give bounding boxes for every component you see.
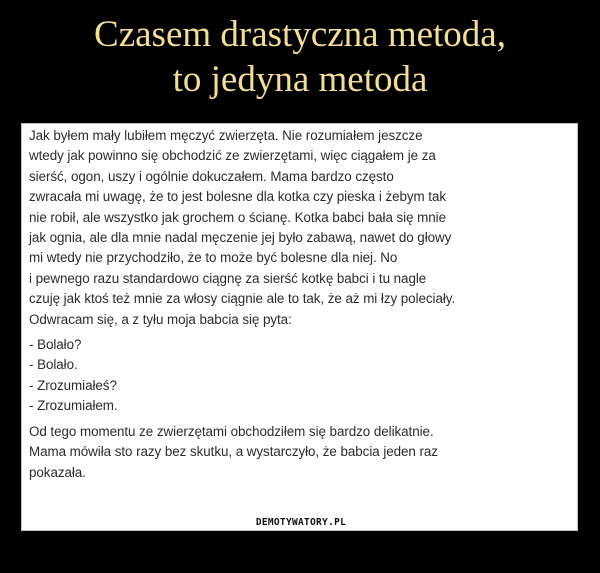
story-line: czuję jak ktoś też mnie za włosy ciągnie ale to tak, że aż mi łzy poleciały. [29, 291, 456, 307]
story-line: Odwracam się, a z tyłu moja babcia się pyta: [29, 311, 292, 327]
dialogue-line: - Bolało? [29, 337, 82, 353]
story-line: zwracała mi uwagę, że to jest bolesne dla kotka czy pieska i żebym tak [29, 189, 447, 205]
story-line: nie robił, ale wszystko jak grochem o ścianę. Kotka babci bała się mnie [29, 209, 446, 225]
watermark-tab [245, 516, 357, 532]
story-line: i pewnego razu standardowo ciągnę za sierść kotkę babci i tu nagle [29, 270, 427, 286]
story-line: Od tego momentu ze zwierzętami obchodziłem się bardzo delikatnie. [29, 423, 434, 439]
watermark-label: DEMOTYWATORY.PL [245, 516, 357, 529]
dialogue-line: - Zrozumiałem. [29, 398, 118, 414]
story-line: pokazała. [29, 464, 86, 480]
story-line: wtedy jak powinno się obchodzić ze zwierzętami, więc ciągałem je za [29, 148, 436, 164]
meme-title [0, 12, 600, 102]
dialogue-line: - Bolało. [29, 357, 78, 373]
dialogue-line: - Zrozumiałeś? [29, 377, 117, 393]
title-line-1: Czasem drastyczna metoda, [94, 14, 506, 55]
story-line: jak ognia, ale dla mnie nadal męczenie jej było zabawą, nawet do głowy [29, 230, 452, 246]
story-line: sierść, ogon, uszy i ogólnie dokuczałem. Mama bardzo często [29, 168, 394, 184]
story-line: Mama mówiła sto razy bez skutku, a wystarczyło, że babcia jeden raz [29, 444, 438, 460]
story-text [29, 126, 577, 483]
title-line-2: to jedyna metoda [172, 59, 428, 100]
story-panel [21, 123, 578, 531]
story-line: Jak byłem mały lubiłem męczyć zwierzęta. Nie rozumiałem jeszcze [29, 128, 423, 143]
story-line: mi wtedy nie przychodziło, że to może być bolesne dla niej. No [29, 250, 398, 266]
